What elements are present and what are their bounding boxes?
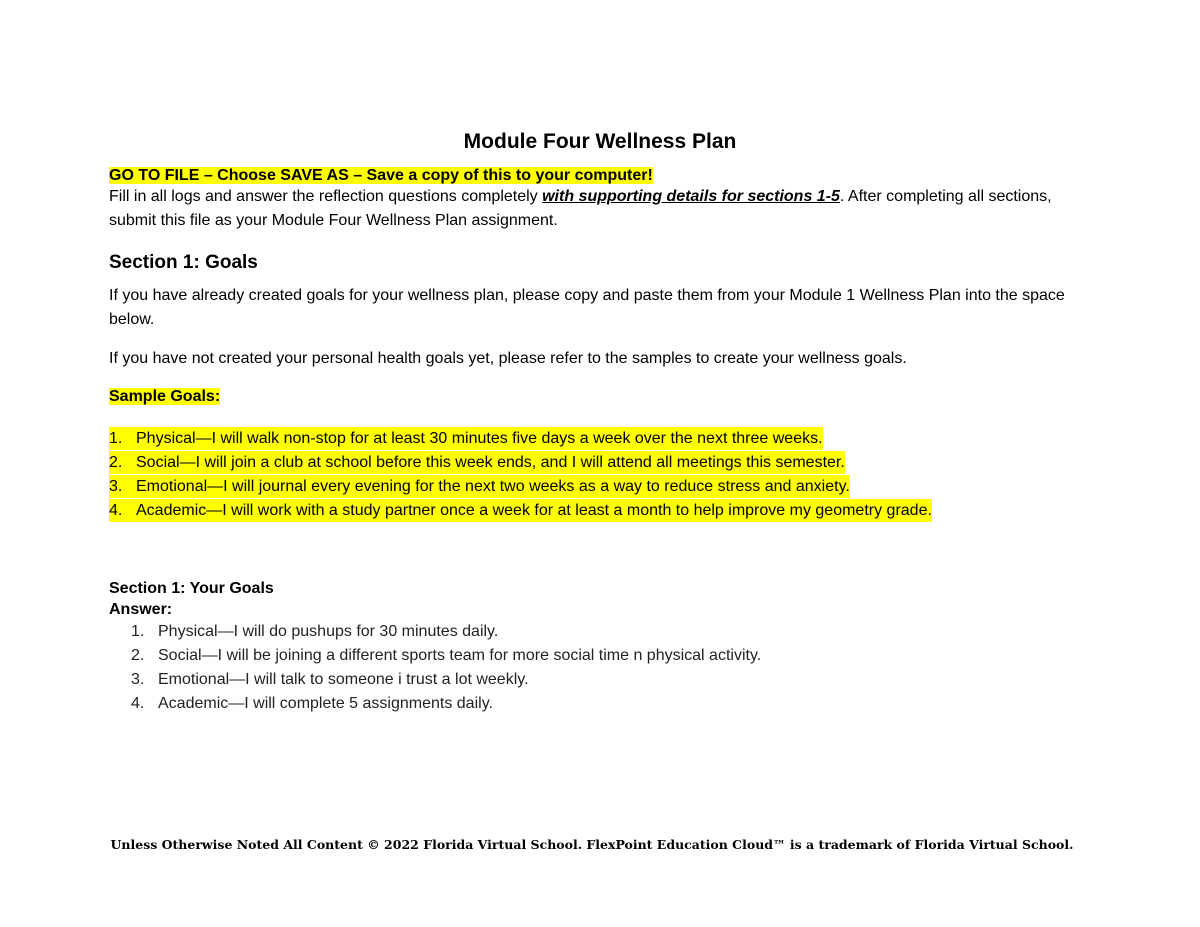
list-item[interactable] [131,644,761,668]
list-number: 4. [109,502,123,519]
your-goals-heading: Section 1: Your Goals [109,580,274,597]
save-instruction [109,166,653,185]
answer-label: Answer: [109,601,173,618]
list-item[interactable] [131,668,761,692]
sample-goals-list [109,427,932,523]
list-number: 1. [131,623,145,640]
section-1-paragraph-2: If you have not created your personal health goals yet, please refer to the samples to create your wellness goals. [109,350,907,367]
intro-text-before: Fill in all logs and answer the reflection questions completely [109,188,543,205]
list-item [109,499,932,523]
list-item[interactable] [131,692,761,716]
sample-goal-text: Physical—I will walk non-stop for at least 30 minutes five days a week over the next three weeks. [136,430,823,447]
answer-goal-text[interactable]: Academic—I will complete 5 assignments daily. [158,695,493,712]
list-number: 3. [131,671,145,688]
list-number: 2. [131,647,145,664]
sample-goals-label [109,387,220,407]
sample-goals-label-text: Sample Goals: [109,388,221,405]
section-1-paragraph-1: If you have already created goals for your wellness plan, please copy and paste them from your Module 1 Wellness Plan into the space below. [109,287,1065,328]
intro-paragraph [109,185,1094,233]
intro-emphasis: with supporting details for sections 1-5 [542,188,840,205]
intro-text-after: . After completing all sections, submit this file as your Module Four Wellness Plan assignment. [109,188,1052,229]
list-item [109,427,932,451]
list-number: 3. [109,478,123,495]
answer-goal-text[interactable]: Emotional—I will talk to someone i trust a lot weekly. [158,671,529,688]
sample-goal-text: Emotional—I will journal every evening for the next two weeks as a way to reduce stress and anxiety. [136,478,850,495]
list-item[interactable] [131,620,761,644]
answer-goal-text[interactable]: Social—I will be joining a different sports team for more social time n physical activity. [158,647,762,664]
sample-goal-text: Academic—I will work with a study partner once a week for at least a month to help improve my geometry grade. [136,502,932,519]
list-number: 2. [109,454,123,471]
page-title: Module Four Wellness Plan [463,130,737,153]
list-item [109,451,932,475]
list-number: 1. [109,430,123,447]
list-number: 4. [131,695,145,712]
answer-goals-list[interactable] [131,620,761,716]
sample-goal-text: Social—I will join a club at school before this week ends, and I will attend all meetings this semester. [136,454,845,471]
save-instruction-text: GO TO FILE – Choose SAVE AS – Save a copy of this to your computer! [109,167,653,184]
copyright-footer: Unless Otherwise Noted All Content © 2022 Florida Virtual School. FlexPoint Education Cloud™ is a trademark of Florida Virtual School. [110,837,1074,852]
answer-goal-text[interactable]: Physical—I will do pushups for 30 minutes daily. [158,623,499,640]
list-item [109,475,932,499]
section-1-heading: Section 1: Goals [109,252,258,273]
